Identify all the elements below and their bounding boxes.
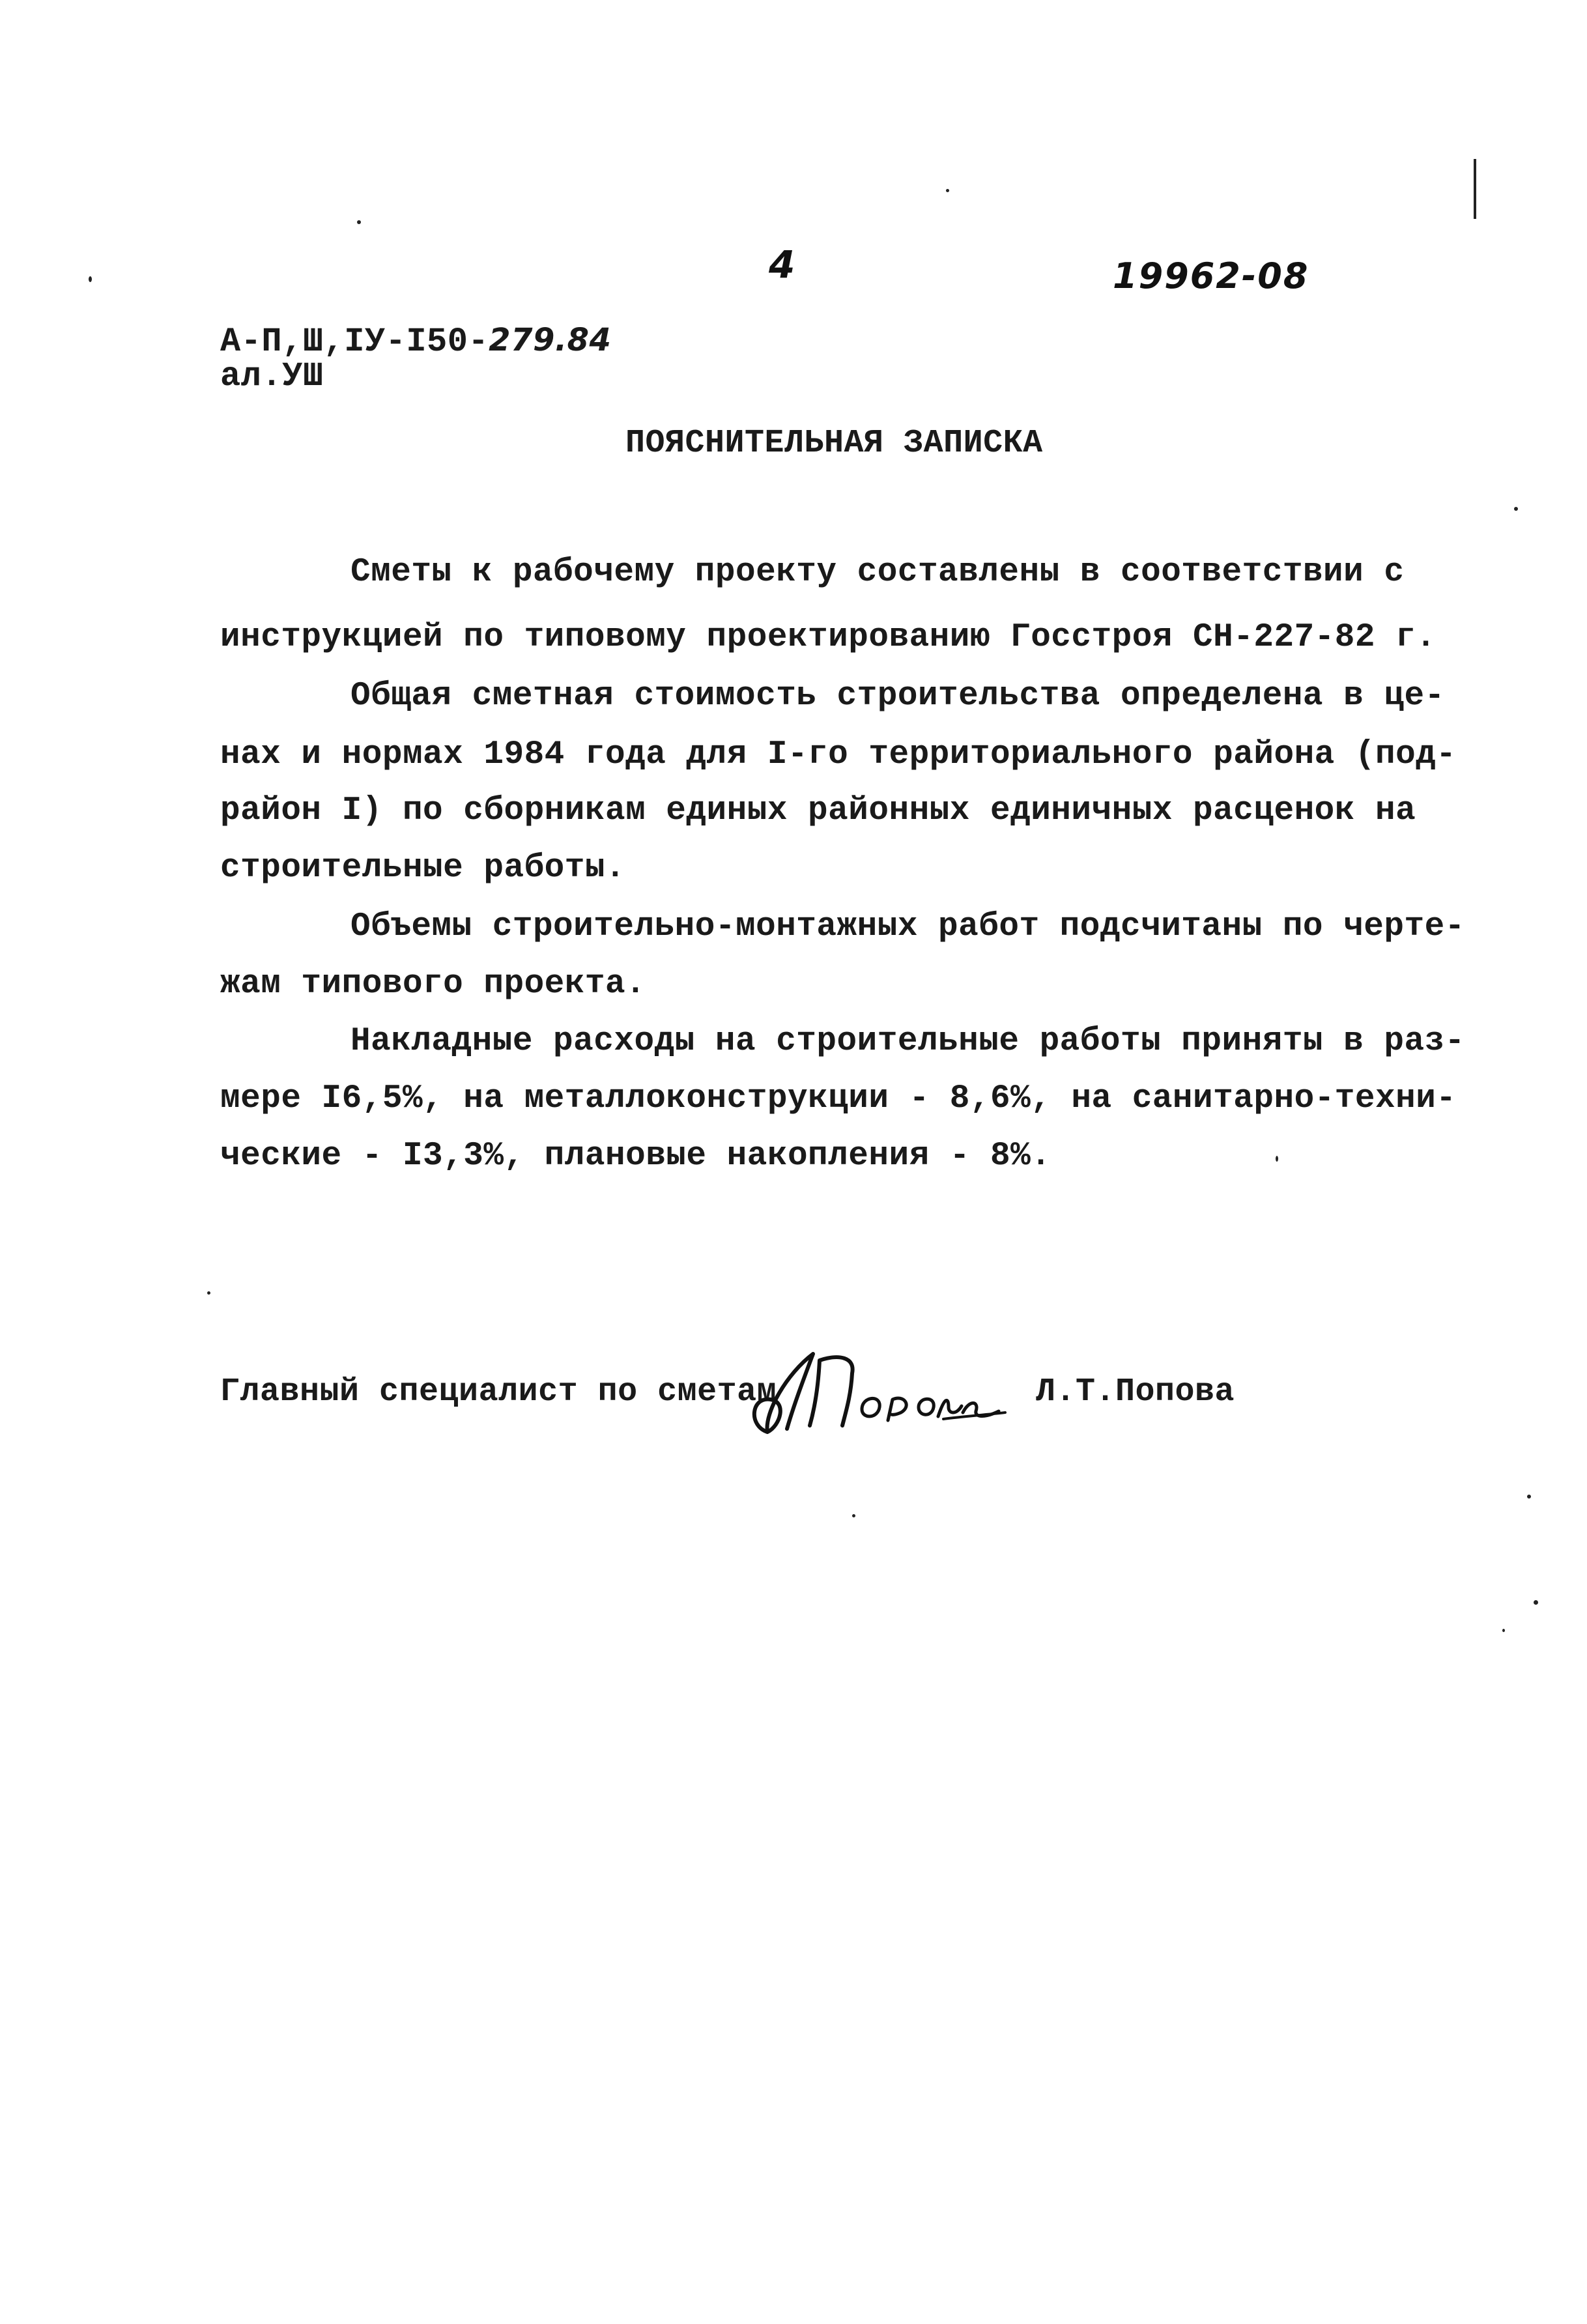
body-line: Накладные расходы на строительные работы приняты в раз- (350, 1023, 1465, 1060)
speck (946, 189, 949, 192)
page-number: 4 (769, 242, 795, 287)
signature-label: Главный специалист по сметам (220, 1373, 777, 1411)
body-line: ческие - I3,3%, плановые накопления - 8%. (220, 1138, 1051, 1175)
body-line: мере I6,5%, на металлоконструкции - 8,6%, на санитарно-техни- (220, 1080, 1457, 1117)
handwritten-signature (741, 1334, 1015, 1445)
document-title: ПОЯСНИТЕЛЬНАЯ ЗАПИСКА (625, 425, 1043, 462)
speck (1502, 1629, 1505, 1632)
body-line: Сметы к рабочему проекту составлены в соответствии с (350, 554, 1405, 591)
body-line: Объемы строительно-монтажных работ подсчитаны по черте- (350, 908, 1465, 945)
body-line: Общая сметная стоимость строительства определена в це- (350, 678, 1445, 715)
speck (852, 1514, 855, 1517)
margin-mark (1474, 159, 1476, 219)
body-line: инструкцией по типовому проектированию Госстроя СН-227-82 г. (220, 619, 1437, 656)
body-line: район I) по сборникам единых районных единичных расценок на (220, 792, 1416, 829)
album-number: ал.УШ (220, 357, 324, 395)
speck (207, 1291, 210, 1295)
document-code: 19962-08 (1113, 255, 1309, 296)
designation-typed: А-П,Ш,IУ-I50- (220, 323, 489, 361)
project-designation (220, 322, 611, 361)
designation-handwritten: 279.84 (489, 322, 612, 358)
speck (357, 220, 361, 224)
speck (1276, 1156, 1278, 1162)
speck (1514, 507, 1518, 511)
speck (1527, 1495, 1531, 1499)
speck (89, 276, 92, 282)
speck (1534, 1600, 1538, 1605)
body-line: жам типового проекта. (220, 966, 646, 1003)
signatory-name: Л.Т.Попова (1036, 1373, 1235, 1411)
body-line: нах и нормах 1984 года для I-го территориального района (под- (220, 736, 1457, 773)
body-line: строительные работы. (220, 850, 626, 887)
